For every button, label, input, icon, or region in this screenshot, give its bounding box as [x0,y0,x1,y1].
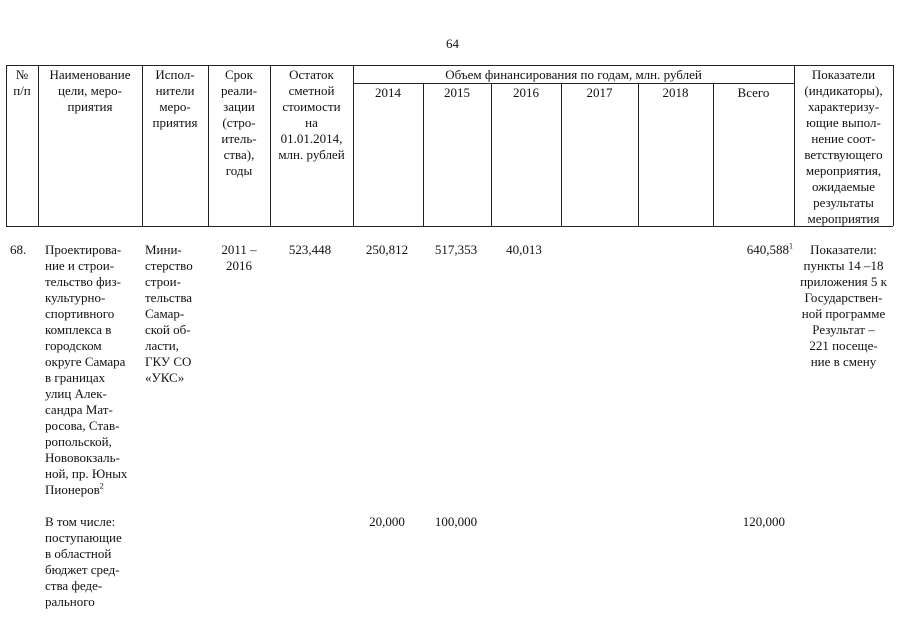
col-border [491,83,492,226]
header-num: № п/п [13,67,31,98]
row-name [45,242,145,498]
row-total [713,242,793,258]
col-border [893,65,894,226]
col-border [561,83,562,226]
row-2015: 517,353 [434,242,478,257]
page-number: 64 [446,36,459,51]
header-year-2015: 2015 [444,85,470,100]
row-total-footnote: 1 [789,241,793,251]
subrow-total: 120,000 [742,514,785,529]
table-top-border [6,65,893,66]
years-header-border [353,83,794,84]
header-name: Наименование цели, меро- приятия [49,67,131,114]
row-name-text: Проектирова- ние и строи- тельство физ- культурно- спортивного комплекса в городском округе Самара в границах улиц Алек- сандра Мат- росова, Став- ропольской, Нововокзаль- ной, пр. Юных Пионеров [45,242,128,497]
row-name-footnote: 2 [99,481,104,491]
header-year-2017: 2017 [586,85,613,100]
row-2014: 250,812 [365,242,409,257]
header-financing: Объем финансирования по годам, млн. рублей [445,67,702,82]
subrow-2015: 100,000 [434,514,478,529]
row-2016: 40,013 [506,242,542,257]
col-border [638,83,639,226]
header-bottom-border [6,226,893,227]
header-indicators: Показатели (индикаторы), характеризу- ющие выпол- нение соот- ветствующего мероприятия, ожидаемые результаты мероприятия [804,67,883,226]
col-border [423,83,424,226]
header-balance: Остаток сметной стоимости на 01.01.2014, млн. рублей [278,67,345,162]
header-total: Всего [737,85,770,100]
header-executors: Испол- нители меро- приятия [152,67,198,130]
row-indicators: Показатели: пункты 14 –18 приложения 5 к Государствен- ной программе Результат – 221 посеще- ние в смену [800,242,887,369]
header-year-2016: 2016 [513,85,539,100]
subrow-name: В том числе: поступающие в областной бюджет сред- ства феде- рального [45,514,122,609]
col-border [713,83,714,226]
row-executors: Мини- стерство строи- тельства Самар- ской об- ласти, ГКУ СО «УКС» [145,242,193,385]
row-number: 68. [10,242,27,257]
header-year-2014: 2014 [375,85,401,100]
row-balance: 523,448 [288,242,332,257]
header-term: Срок реали- зации (стро- итель- ства), годы [220,67,258,178]
header-year-2018: 2018 [662,85,689,100]
row-total-value: 640,588 [746,242,789,257]
subrow-2014: 20,000 [369,514,405,529]
row-term: 2011 – 2016 [221,242,257,273]
